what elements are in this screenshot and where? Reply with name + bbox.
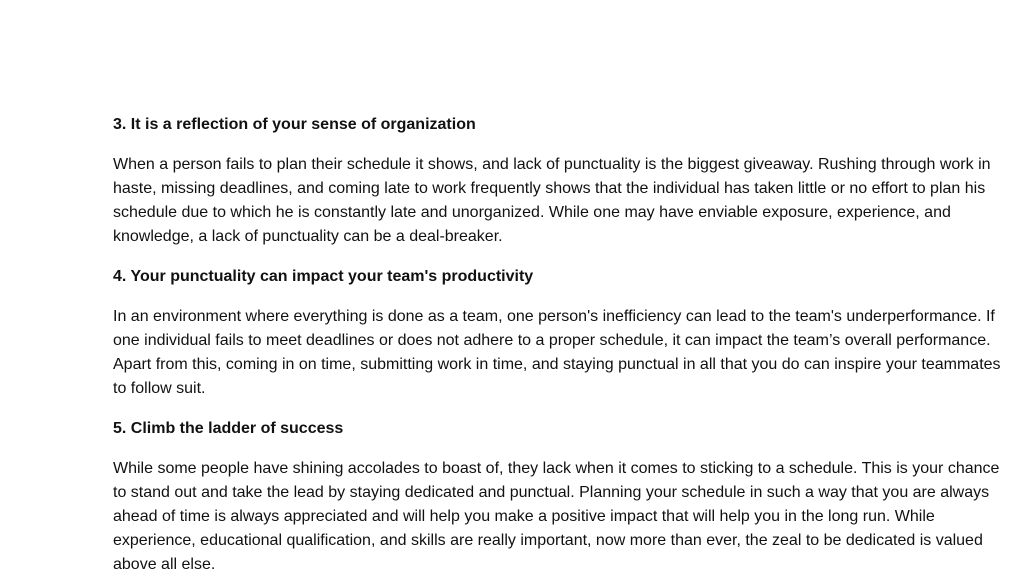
section-heading: 3. It is a reflection of your sense of organization (113, 116, 476, 133)
document-content (113, 114, 1013, 576)
section-paragraph: While some people have shining accolades to boast of, they lack when it comes to sticking to a schedule. This is your chance to stand out and take the lead by staying dedicated and punctual. Planning your schedule in such a way that you are always ahead of time is always appreciated and will help you make a positive impact that will help you in the long run. While experience, educational qualification, and skills are really important, now more than ever, the zeal to be dedicated is valued above all else. (113, 460, 1000, 573)
section-organization (113, 114, 1013, 249)
section-heading: 5. Climb the ladder of success (113, 420, 344, 437)
section-paragraph: When a person fails to plan their schedule it shows, and lack of punctuality is the biggest giveaway. Rushing through work in haste, missing deadlines, and coming late to work frequently shows that the individual has taken little or no effort to plan his schedule due to which he is constantly late and unorganized. While one may have enviable exposure, experience, and knowledge, a lack of punctuality can be a deal-breaker. (113, 156, 991, 245)
section-paragraph: In an environment where everything is done as a team, one person's inefficiency can lead to the team's underperformance. If one individual fails to meet deadlines or does not adhere to a proper schedule, it can impact the team’s overall performance. Apart from this, coming in on time, submitting work in time, and staying punctual in all that you do can inspire your teammates to follow suit. (113, 308, 1001, 397)
section-heading: 4. Your punctuality can impact your team's productivity (113, 268, 534, 285)
section-team-productivity (113, 266, 1013, 401)
section-ladder-of-success (113, 418, 1013, 576)
